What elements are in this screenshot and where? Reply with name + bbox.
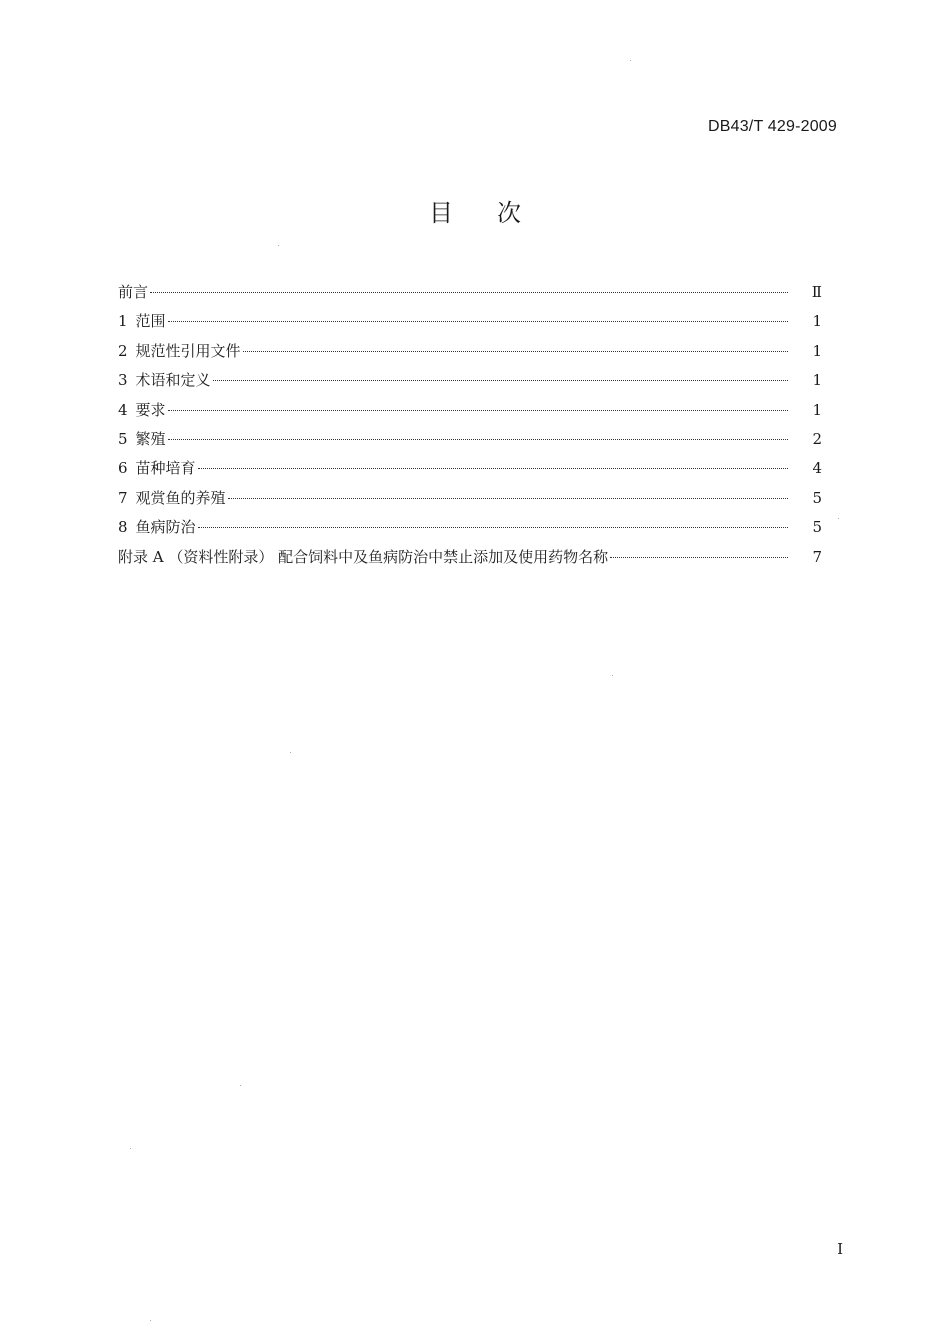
toc-entry-page: Ⅱ <box>811 283 822 301</box>
toc-entry-normative-references[interactable] <box>118 340 826 369</box>
toc-entry-title: 观赏鱼的养殖 <box>135 488 226 507</box>
scan-speck <box>150 1320 151 1321</box>
toc-entry-label <box>118 369 211 390</box>
toc-entry-title: 规范性引用文件 <box>135 341 241 360</box>
toc-entry-page: 4 <box>812 459 822 478</box>
scan-speck <box>838 518 839 519</box>
toc-entry-label <box>118 487 226 508</box>
toc-entry-number: 6 <box>118 459 128 478</box>
toc-entry-fry-rearing[interactable] <box>118 457 826 486</box>
toc-entry-number: 7 <box>118 488 128 507</box>
toc-entry-terms-definitions[interactable] <box>118 369 826 398</box>
toc-entry-title: 苗种培育 <box>135 459 196 478</box>
page-number: I <box>837 1240 843 1258</box>
toc-leader-dots <box>168 321 788 322</box>
toc-entry-label <box>118 399 166 420</box>
title-char-2: 次 <box>497 199 521 227</box>
toc-entry-page: 1 <box>812 312 822 331</box>
page-title <box>0 193 950 228</box>
toc-entry-label <box>118 457 196 478</box>
title-char-1: 目 <box>429 199 453 227</box>
scan-speck <box>290 752 291 753</box>
toc-entry-foreword[interactable] <box>118 281 826 310</box>
toc-entry-number: 3 <box>118 371 128 390</box>
toc-entry-page: 1 <box>812 400 822 419</box>
toc-entry-title: 范围 <box>135 312 166 331</box>
toc-entry-label <box>118 340 241 361</box>
standard-code: DB43/T 429-2009 <box>707 118 837 135</box>
toc-entry-number: 8 <box>118 518 128 537</box>
toc-entry-title: 繁殖 <box>135 429 166 448</box>
toc-entry-page: 1 <box>812 371 822 390</box>
toc-entry-number: 1 <box>118 312 128 331</box>
toc-entry-scope[interactable] <box>118 310 826 339</box>
toc-leader-dots <box>150 292 788 293</box>
toc-entry-page: 5 <box>812 488 822 507</box>
toc-entry-page: 7 <box>812 547 822 566</box>
table-of-contents <box>118 281 826 575</box>
scan-speck <box>240 1085 241 1086</box>
toc-entry-requirements[interactable] <box>118 399 826 428</box>
toc-entry-disease-control[interactable] <box>118 516 826 545</box>
scan-speck <box>612 675 613 676</box>
toc-leader-dots <box>198 468 788 469</box>
toc-entry-label <box>118 428 166 449</box>
toc-leader-dots <box>228 498 788 499</box>
scan-speck <box>130 1148 131 1149</box>
toc-entry-number: 4 <box>118 400 128 419</box>
toc-entry-number: 2 <box>118 341 128 360</box>
toc-entry-title: 术语和定义 <box>135 371 211 390</box>
toc-entry-label <box>118 310 166 331</box>
toc-leader-dots <box>243 351 788 352</box>
toc-leader-dots <box>610 557 788 558</box>
toc-entry-page: 1 <box>812 341 822 360</box>
toc-entry-title: 鱼病防治 <box>135 518 196 537</box>
toc-entry-title: 附录 A （资料性附录） 配合饲料中及鱼病防治中禁止添加及使用药物名称 <box>118 547 609 566</box>
toc-leader-dots <box>168 439 788 440</box>
toc-entry-ornamental-fish-culture[interactable] <box>118 487 826 516</box>
toc-entry-title: 要求 <box>135 400 166 419</box>
toc-entry-label <box>118 516 196 537</box>
toc-leader-dots <box>213 380 788 381</box>
toc-entry-page: 5 <box>812 518 822 537</box>
scan-speck <box>278 245 279 246</box>
toc-entry-number: 5 <box>118 429 128 448</box>
toc-entry-label <box>118 546 608 567</box>
toc-entry-breeding[interactable] <box>118 428 826 457</box>
toc-entry-page: 2 <box>812 429 822 448</box>
toc-leader-dots <box>198 527 788 528</box>
toc-leader-dots <box>168 410 788 411</box>
toc-entry-appendix-a[interactable] <box>118 546 826 575</box>
toc-entry-title: 前言 <box>118 283 149 301</box>
toc-entry-label <box>118 281 148 302</box>
scan-speck <box>630 60 631 61</box>
